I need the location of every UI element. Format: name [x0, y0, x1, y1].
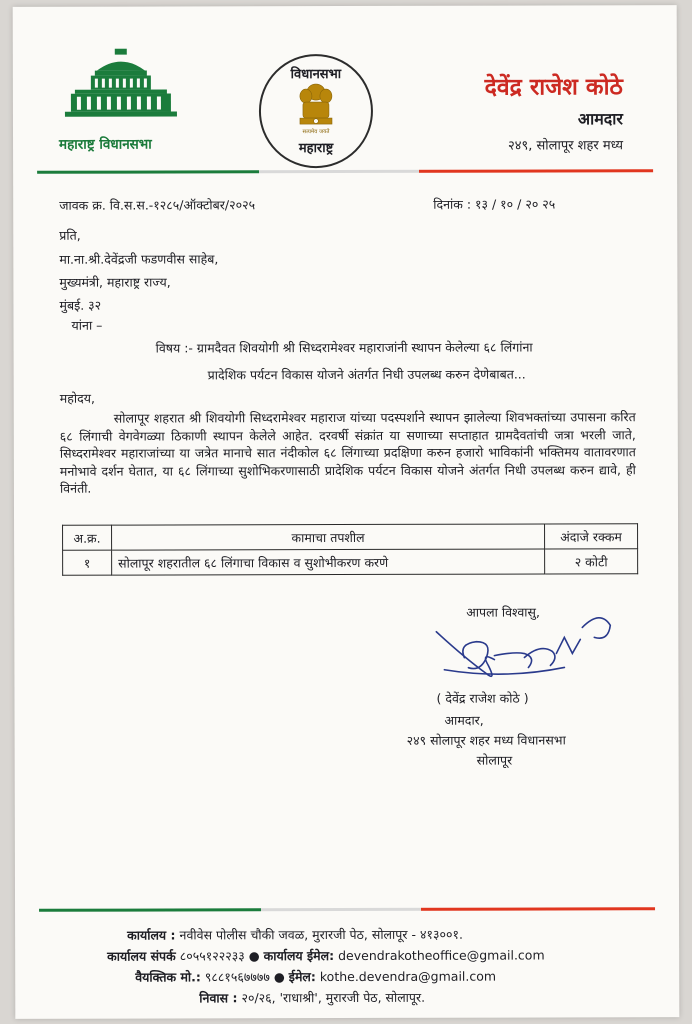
cell-estimated-amount: २ कोटी	[545, 549, 638, 574]
personal-email-label: ईमेल:	[288, 969, 316, 985]
office-contact-number: ८०५५१२२२३३	[179, 948, 245, 964]
personal-mobile-label: वैयक्तिक मो.:	[135, 969, 201, 985]
seal-top-text: विधानसभा	[290, 67, 342, 83]
footer-residence-line	[199, 989, 425, 1008]
residence-label: निवास :	[199, 990, 238, 1006]
seal-motto: सत्यमेव जयते	[302, 129, 330, 136]
yours-faithfully: आपला विश्वासु,	[466, 604, 540, 620]
header-divider	[37, 169, 653, 174]
signatory-city: सोलापूर	[476, 752, 513, 768]
seal-bottom-text: महाराष्ट्र	[298, 141, 334, 157]
table-row	[63, 549, 638, 576]
assembly-seal	[259, 54, 373, 168]
recipient-yana: यांना –	[71, 317, 103, 333]
personal-mobile-number: ९८८१५६७७७७	[204, 969, 270, 985]
office-email-label: कार्यालय ईमेल:	[263, 948, 335, 964]
bullet-icon: ●	[273, 969, 285, 985]
footer-contact-line	[107, 946, 544, 965]
header-sr-no: अ.क्र.	[63, 525, 112, 550]
footer-office-address-line	[127, 926, 463, 945]
handwritten-signature	[424, 607, 614, 687]
recipient-prati: प्रति,	[59, 227, 81, 243]
bullet-icon: ●	[248, 948, 260, 964]
subject-line-2: प्रादेशिक पर्यटन विकास योजने अंतर्गत निधी उपलब्ध करुन देणेबाबत...	[207, 366, 526, 383]
mla-name: देवेंद्र राजेश कोठे	[484, 74, 623, 101]
header-estimated-amount: अंदाजे रक्कम	[545, 524, 638, 549]
works-table	[62, 523, 638, 576]
office-contact-label: कार्यालय संपर्क	[107, 948, 176, 964]
assembly-building-icon	[61, 48, 181, 118]
residence-address: २०/२६, 'राधाश्री', मुरारजी पेठ, सोलापूर.	[241, 989, 426, 1006]
salutation: महोदय,	[59, 390, 95, 406]
personal-email[interactable]: kothe.devendra@gmail.com	[319, 968, 497, 985]
signatory-title: आमदार,	[444, 712, 484, 728]
header-work-detail: कामाचा तपशील	[112, 524, 545, 550]
body-paragraph: सोलापूर शहरात श्री शिवयोगी सिध्दरामेश्वर महाराज यांच्या पदस्पर्शाने स्थापन झालेल्या शिवभक्तांच्या उपासना करित ६८ लिंगाची वेगवेगळ्या ठिकाणी स्थापन केलेले आहेत. दरवर्षी संक्रांत या सणाच्या सप्ताहात ग्रामदैवतांची जत्रा भरली जाते, सिध्दरामेश्वर महाराजांच्या या जत्रेत मानाचे सात नंदीकोल ६८ लिंगाच्या प्रदक्षिणा करुन हजारो भाविकांनी भक्तिमय वातावरणात मनोभावे दर्शन घेतात, या ६८ लिंगाच्या सुशोभिकरणासाठी प्रादेशिक पर्यटन विकास योजने अंतर्गत निधी उपलब्ध करुन द्यावे, ही विनंती.	[59, 409, 636, 496]
cell-work-detail: सोलापूर शहरातील ६८ लिंगाचा विकास व सुशोभीकरण करणे	[112, 549, 545, 575]
recipient-line-2: मुख्यमंत्री, महाराष्ट्र राज्य,	[59, 274, 171, 290]
recipient-line-3: मुंबई. ३२	[59, 297, 102, 313]
mla-title: आमदार	[577, 109, 623, 129]
subject-line-1: विषय :- ग्रामदैवत शिवयोगी श्री सिध्दरामेश्वर महाराजांनी स्थापन केलेल्या ६८ लिंगांना	[155, 339, 533, 356]
signatory-constituency: २४९ सोलापूर शहर मध्य विधानसभा	[406, 732, 566, 748]
recipient-line-1: मा.ना.श्री.देवेंद्रजी फडणवीस साहेब,	[59, 251, 219, 267]
mla-constituency: २४९, सोलापूर शहर मध्य	[507, 138, 624, 154]
assembly-name: महाराष्ट्र विधानसभा	[59, 136, 152, 153]
letter-page	[13, 5, 680, 1019]
office-address: नवीवेस पोलीस चौकी जवळ, मुरारजी पेठ, सोलापूर - ४१३००१.	[179, 926, 463, 943]
national-emblem-icon	[295, 82, 337, 136]
footer-divider	[39, 907, 655, 912]
reference-number: जावक क्र. वि.स.स.-१२८५/ऑक्टोबर/२०२५	[59, 197, 256, 213]
office-email[interactable]: devendrakotheoffice@gmail.com	[338, 947, 545, 964]
office-label: कार्यालय :	[127, 927, 176, 943]
table-header-row	[63, 524, 638, 551]
letter-date: दिनांक : १३ / १० / २० २५	[433, 196, 556, 212]
signatory-name: ( देवेंद्र राजेश कोठे )	[436, 690, 529, 706]
cell-sr-no: १	[63, 550, 112, 575]
footer-personal-line	[135, 968, 496, 987]
